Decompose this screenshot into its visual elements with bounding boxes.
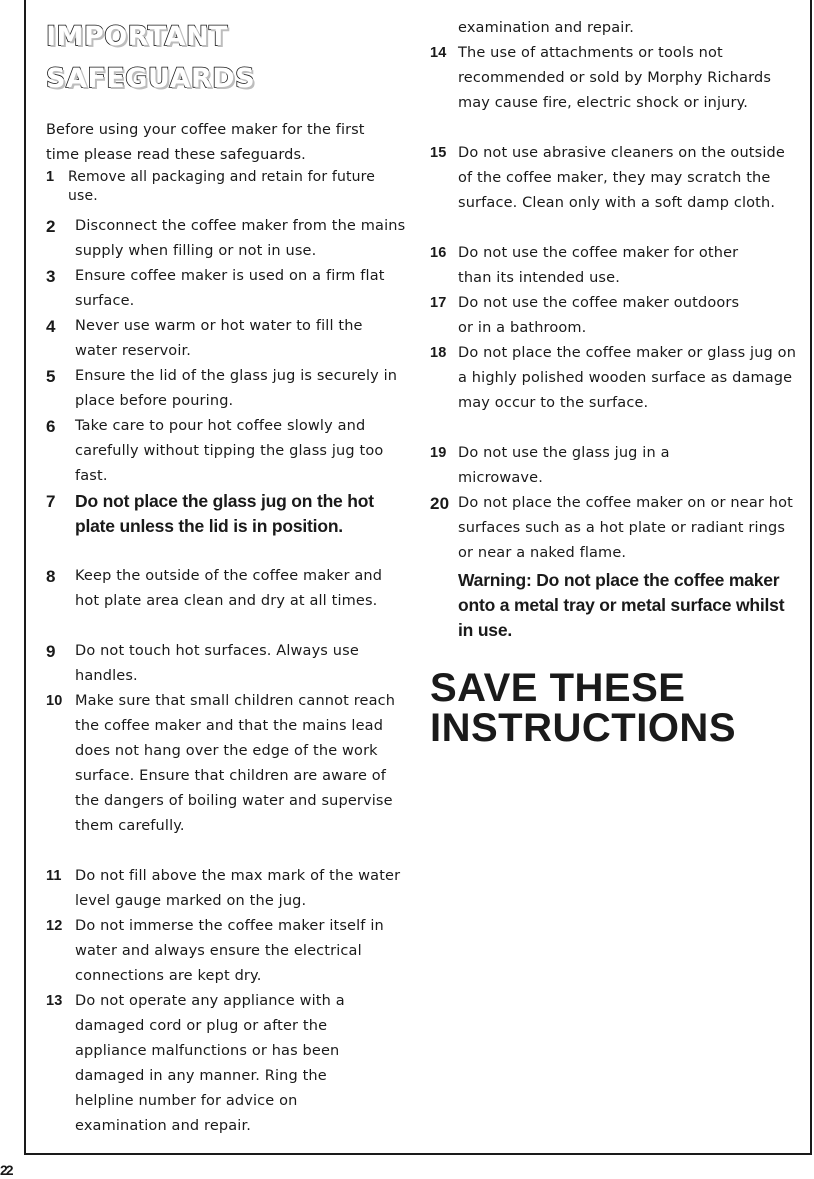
safeguard-item-3: [46, 264, 408, 314]
item-number: 19: [430, 445, 447, 461]
item-text: Do not fill above the max mark of the water level gauge marked on the jug.: [75, 868, 401, 909]
safeguard-item-10: [46, 689, 408, 839]
safeguard-item-15: [430, 141, 800, 216]
item-number: 16: [430, 245, 447, 261]
item-number: 6: [46, 417, 56, 436]
item-text: Take care to pour hot coffee slowly and carefully without tipping the glass jug too fast.: [75, 418, 384, 484]
item-number: 12: [46, 918, 63, 934]
item-number: 4: [46, 317, 56, 336]
item-text: Do not use the coffee maker for other than its intended use.: [458, 245, 739, 286]
safeguard-item-14: [430, 41, 800, 116]
item-text: Do not place the glass jug on the hot plate unless the lid is in position.: [75, 491, 374, 536]
item-text: Ensure the lid of the glass jug is securely in place before pouring.: [75, 368, 398, 409]
safeguard-item-8: [46, 564, 408, 614]
safeguard-item-9: [46, 639, 386, 689]
item-text: Do not touch hot surfaces. Always use handles.: [75, 643, 359, 684]
safeguard-item-13-continued: [458, 16, 798, 41]
item-text: Never use warm or hot water to fill the water reservoir.: [75, 318, 363, 359]
safeguard-item-11: [46, 864, 408, 914]
item-number: 8: [46, 567, 56, 586]
item-text: Do not immerse the coffee maker itself in water and always ensure the electrical connections are kept dry.: [75, 918, 384, 984]
item-text: Do not place the coffee maker or glass jug on a highly polished wooden surface as damage may occur to the surface.: [458, 345, 797, 411]
safeguard-item-19: [430, 441, 730, 491]
item-number: 14: [430, 45, 447, 61]
item-text: Make sure that small children cannot reach the coffee maker and that the mains lead does not hang over the edge of the work surface. Ensure that children are aware of the dangers of boiling water and supervise them carefully.: [75, 693, 396, 834]
item-number: 1: [46, 169, 55, 185]
item-text: Do not use abrasive cleaners on the outside of the coffee maker, they may scratch the surface. Clean only with a soft damp cloth.: [458, 145, 785, 211]
safeguard-item-1: [46, 168, 396, 206]
safeguard-item-13: [46, 989, 386, 1134]
item-number: 17: [430, 295, 447, 311]
item-number: 10: [46, 693, 63, 709]
safeguard-item-2: [46, 214, 408, 264]
item-number: 11: [46, 868, 62, 884]
safeguard-item-17: [430, 291, 750, 341]
safeguard-item-5: [46, 364, 408, 414]
intro-text: Before using your coffee maker for the first time please read these safeguards.: [46, 122, 365, 163]
item-number: 3: [46, 267, 56, 286]
item-text: Do not operate any appliance with a damaged cord or plug or after the appliance malfunctions or has been damaged in any manner. Ring the helpline number for advice on examination and repair.: [75, 993, 345, 1134]
item-number: 2: [46, 217, 56, 236]
item-text: Do not place the coffee maker on or near hot surfaces such as a hot plate or radiant rings or near a naked flame.: [458, 495, 793, 561]
safeguard-item-16: [430, 241, 760, 291]
item-text: Do not use the glass jug in a microwave.: [458, 445, 670, 486]
save-instructions-heading: SAVE THESE INSTRUCTIONS: [430, 666, 736, 750]
item-number: 20: [430, 494, 450, 513]
item-text: Disconnect the coffee maker from the mains supply when filling or not in use.: [75, 218, 406, 259]
item-number: 13: [46, 993, 63, 1009]
item-text: Remove all packaging and retain for future use.: [68, 169, 376, 204]
warning-text: Warning: Do not place the coffee maker onto a metal tray or metal surface whilst in use.: [458, 570, 785, 640]
item-number: 9: [46, 642, 56, 661]
safeguard-item-7: [46, 489, 408, 539]
safeguard-item-4: [46, 314, 408, 364]
item-text: Keep the outside of the coffee maker and hot plate area clean and dry at all times.: [75, 568, 383, 609]
page-title: IMPORTANT SAFEGUARDS: [46, 21, 256, 94]
item-text: examination and repair.: [458, 20, 635, 36]
page-number: 22: [0, 1162, 12, 1178]
item-text: Ensure coffee maker is used on a firm flat surface.: [75, 268, 385, 309]
safeguard-item-20: [430, 491, 800, 566]
safeguard-item-12: [46, 914, 408, 989]
item-text: Do not use the coffee maker outdoors or in a bathroom.: [458, 295, 740, 336]
item-text: The use of attachments or tools not recommended or sold by Morphy Richards may cause fire, electric shock or injury.: [458, 45, 772, 111]
safeguard-item-18: [430, 341, 800, 416]
item-number: 18: [430, 345, 447, 361]
item-number: 7: [46, 492, 56, 511]
safeguard-item-6: [46, 414, 408, 489]
item-number: 5: [46, 367, 56, 386]
item-number: 15: [430, 145, 447, 161]
